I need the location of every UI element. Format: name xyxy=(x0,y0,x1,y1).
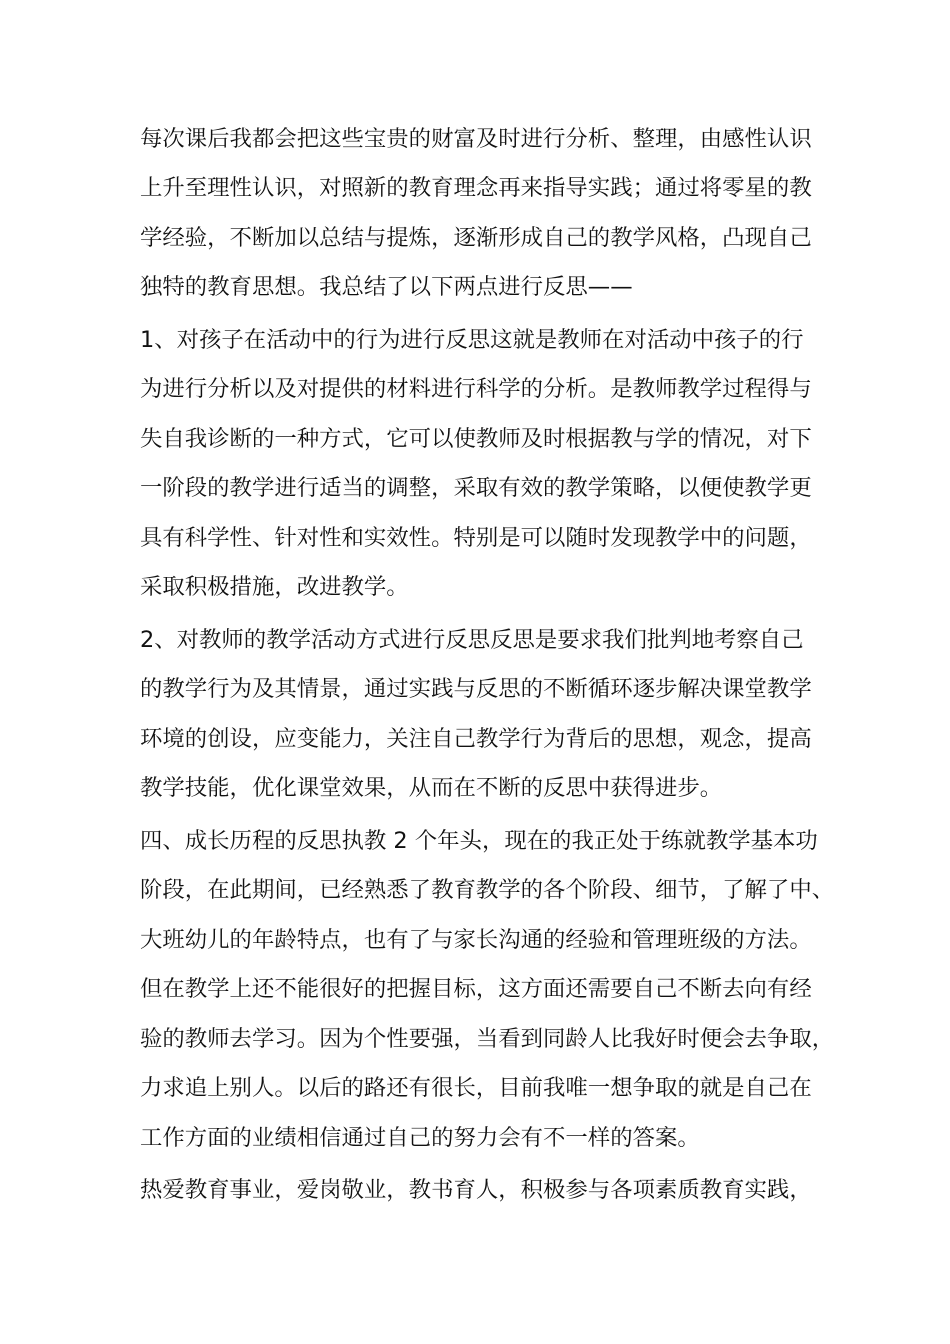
text-line-10: 采取积极措施，改进教学。 xyxy=(140,574,409,600)
text-line-14: 教学技能，优化课堂效果，从而在不断的反思中获得进步。 xyxy=(140,775,723,801)
text-line-20: 力求追上别人。以后的路还有很长，目前我唯一想争取的就是自己在 xyxy=(140,1075,812,1101)
text-line-18: 但在教学上还不能很好的把握目标，这方面还需要自己不断去向有经 xyxy=(140,976,812,1002)
text-line-2: 上升至理性认识，对照新的教育理念再来指导实践；通过将零星的教 xyxy=(140,175,812,201)
text-line-17: 大班幼儿的年龄特点，也有了与家长沟通的经验和管理班级的方法。 xyxy=(140,927,812,953)
text-line-8: 一阶段的教学进行适当的调整，采取有效的教学策略，以便使教学更 xyxy=(140,475,812,501)
text-line-5: 1、对孩子在活动中的行为进行反思这就是教师在对活动中孩子的行 xyxy=(140,327,804,353)
text-line-12: 的教学行为及其情景，通过实践与反思的不断循环逐步解决课堂教学 xyxy=(140,676,812,702)
text-line-22: 热爱教育事业，爱岗敬业，教书育人，积极参与各项素质教育实践， xyxy=(140,1177,812,1203)
text-line-21: 工作方面的业绩相信通过自己的努力会有不一样的答案。 xyxy=(140,1125,700,1151)
text-line-16: 阶段，在此期间，已经熟悉了教育教学的各个阶段、细节，了解了中、 xyxy=(140,877,835,903)
text-line-4: 独特的教育思想。我总结了以下两点进行反思—— xyxy=(140,274,633,300)
text-line-19: 验的教师去学习。因为个性要强，当看到同龄人比我好时便会去争取， xyxy=(140,1026,835,1052)
text-line-6: 为进行分析以及对提供的材料进行科学的分析。是教师教学过程得与 xyxy=(140,376,812,402)
text-line-15: 四、成长历程的反思执教 2 个年头，现在的我正处于练就教学基本功 xyxy=(140,828,818,854)
text-line-9: 具有科学性、针对性和实效性。特别是可以随时发现教学中的问题， xyxy=(140,525,812,551)
text-line-13: 环境的创设，应变能力，关注自己教学行为背后的思想，观念，提高 xyxy=(140,726,812,752)
text-line-1: 每次课后我都会把这些宝贵的财富及时进行分析、整理，由感性认识 xyxy=(140,126,812,152)
text-line-11: 2、对教师的教学活动方式进行反思反思是要求我们批判地考察自己 xyxy=(140,627,804,653)
text-line-3: 学经验，不断加以总结与提炼，逐渐形成自己的教学风格，凸现自己 xyxy=(140,225,812,251)
text-line-7: 失自我诊断的一种方式，它可以使教师及时根据教与学的情况，对下 xyxy=(140,426,812,452)
